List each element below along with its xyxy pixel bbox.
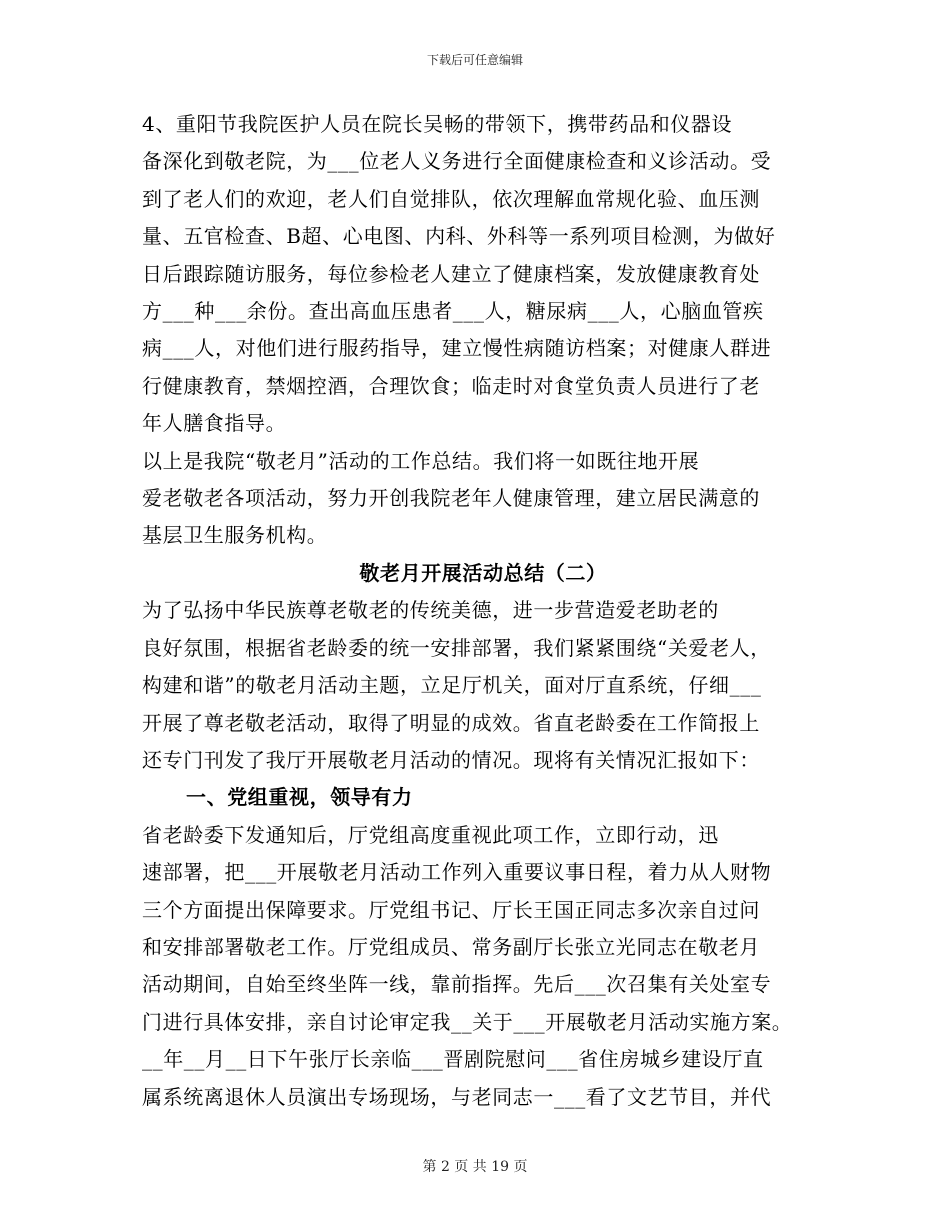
text-line: 备深化到敬老院，为___位老人义务进行全面健康检查和义诊活动。受: [142, 149, 772, 174]
text-line: 日后跟踪随访服务，每位参检老人建立了健康档案，发放健康教育处: [142, 261, 760, 286]
text-line: 年人膳食指导。: [142, 411, 287, 436]
text-line: 活动期间，自始至终坐阵一线，靠前指挥。先后___次召集有关处室专: [142, 972, 772, 997]
page-number: 第 2 页 共 19 页: [422, 1159, 528, 1175]
text-line: 开展了尊老敬老活动，取得了明显的成效。省直老龄委在工作简报上: [142, 710, 760, 735]
text-line: 4、重阳节我院医护人员在院长吴畅的带领下，携带药品和仪器设: [142, 112, 733, 136]
document-body: [142, 106, 814, 1116]
text-line: 构建和谐”的敬老月活动主题，立足厅机关，面对厅直系统，仔细___: [142, 673, 762, 698]
text-line: 还专门刊发了我厅开展敬老月活动的情况。现将有关情况汇报如下：: [142, 747, 760, 772]
paragraph-summary: [142, 443, 814, 555]
text-line: 病___人，对他们进行服药指导，建立慢性病随访档案；对健康人群进: [142, 336, 772, 361]
text-line: 行健康教育，禁烟控酒，合理饮食；临走时对食堂负责人员进行了老: [142, 373, 760, 398]
page-header: 下载后可任意编辑: [426, 53, 523, 67]
text-line: 为了弘扬中华民族尊老敬老的传统美德，进一步营造爱老助老的: [142, 598, 719, 623]
text-line: __年__月__日下午张厅长亲临___晋剧院慰问___省住房城乡建设厅直: [142, 1047, 764, 1072]
section-title: 敬老月开展活动总结（二）: [359, 560, 607, 585]
subsection-heading: 一、党组重视，领导有力: [186, 785, 413, 810]
paragraph-leadership: [142, 817, 814, 1116]
text-line: 基层卫生服务机构。: [142, 523, 328, 548]
paragraph-intro: [142, 592, 814, 779]
text-line: 以上是我院“敬老月”活动的工作总结。我们将一如既往地开展: [142, 448, 700, 473]
text-line: 和安排部署敬老工作。厅党组成员、常务副厅长张立光同志在敬老月: [142, 934, 760, 959]
text-line: 到了老人们的欢迎，老人们自觉排队，依次理解血常规化验、血压测: [142, 186, 760, 211]
text-line: 三个方面提出保障要求。厅党组书记、厅长王国正同志多次亲自过问: [142, 897, 760, 922]
text-line: 方___种___余份。查出高血压患者___人，糖尿病___人，心脑血管疾: [142, 299, 764, 324]
text-line: 爱老敬老各项活动，努力开创我院老年人健康管理，建立居民满意的: [142, 486, 760, 511]
text-line: 省老龄委下发通知后，厅党组高度重视此项工作，立即行动，迅: [142, 822, 719, 847]
text-line: 门进行具体安排，亲自讨论审定我__关于___开展敬老月活动实施方案。: [142, 1009, 793, 1034]
paragraph-health-check: [142, 106, 814, 443]
text-line: 速部署，把___开展敬老月活动工作列入重要议事日程，着力从人财物: [142, 860, 772, 885]
text-line: 量、五官检查、B超、心电图、内科、外科等一系列项目检测，为做好: [142, 224, 776, 249]
text-line: 属系统离退休人员演出专场现场，与老同志一___看了文艺节目，并代: [142, 1084, 772, 1109]
text-line: 良好氛围，根据省老龄委的统一安排部署，我们紧紧围绕“关爱老人，: [142, 635, 771, 660]
